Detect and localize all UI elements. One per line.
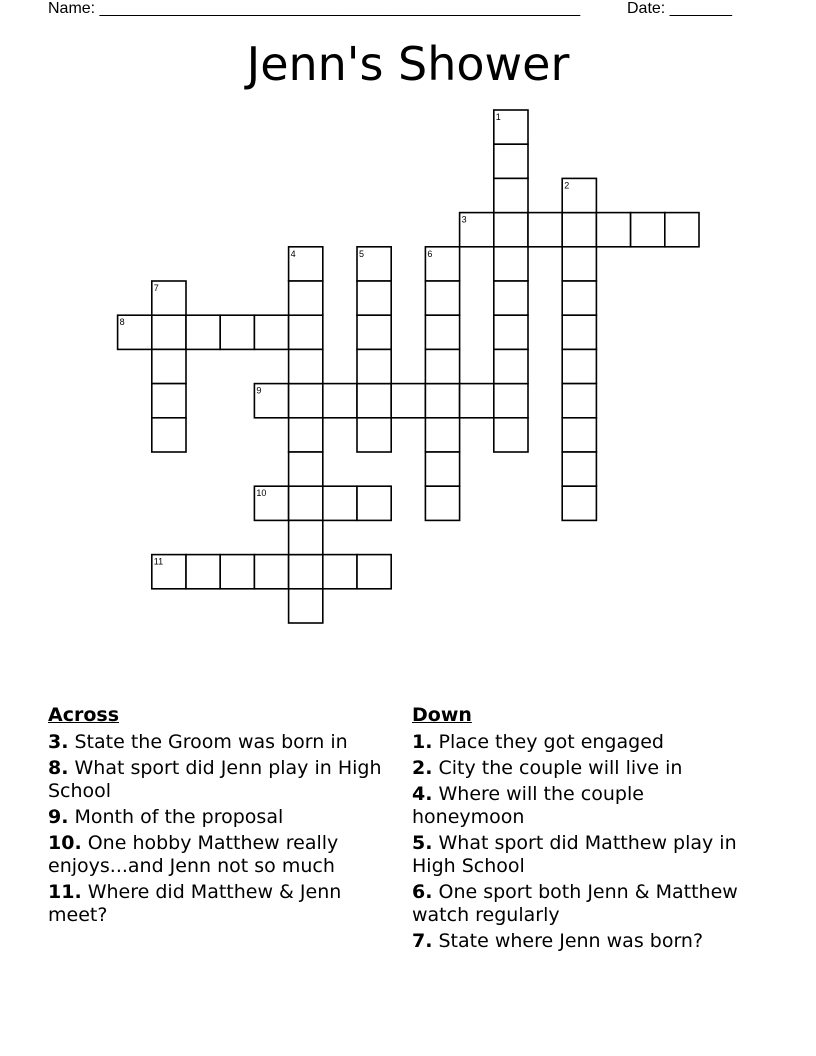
grid-cell[interactable] xyxy=(494,418,528,452)
grid-cell[interactable] xyxy=(254,315,288,349)
cell-number: 2 xyxy=(564,180,570,191)
grid-cell[interactable] xyxy=(254,555,288,589)
grid-cell[interactable] xyxy=(425,486,459,520)
grid-cell[interactable] xyxy=(460,384,494,418)
grid-cell[interactable] xyxy=(494,247,528,281)
clue-text: One sport both Jenn & Matthew watch regularly xyxy=(412,881,738,926)
cell-number: 6 xyxy=(427,248,433,259)
across-clue xyxy=(48,757,388,803)
grid-cell[interactable] xyxy=(631,213,665,247)
grid-cell[interactable] xyxy=(357,486,391,520)
grid-cell[interactable] xyxy=(357,281,391,315)
clue-number: 3. xyxy=(48,731,69,753)
across-clues xyxy=(48,703,388,930)
down-clue xyxy=(412,757,752,780)
grid-cell[interactable] xyxy=(562,486,596,520)
grid-cell[interactable] xyxy=(562,349,596,383)
clue-number: 5. xyxy=(412,832,433,854)
down-heading: Down xyxy=(412,704,472,726)
grid-cell[interactable] xyxy=(152,315,186,349)
grid-cell[interactable] xyxy=(289,418,323,452)
grid-cell[interactable] xyxy=(596,213,630,247)
grid-cell[interactable] xyxy=(289,315,323,349)
grid-cell[interactable] xyxy=(425,384,459,418)
clue-text: Place they got engaged xyxy=(438,731,664,753)
name-field: Name: ______________________________________________________ xyxy=(48,0,581,17)
cell-number: 4 xyxy=(290,248,296,259)
across-clue xyxy=(48,731,388,754)
cell-number: 7 xyxy=(153,283,159,293)
clue-number: 4. xyxy=(412,783,433,805)
grid-cell[interactable] xyxy=(494,178,528,212)
grid-cell[interactable] xyxy=(289,281,323,315)
grid-cell[interactable] xyxy=(152,349,186,383)
clue-number: 1. xyxy=(412,731,433,753)
grid-cell[interactable] xyxy=(494,144,528,178)
clue-text: What sport did Matthew play in High School xyxy=(412,832,737,877)
date-field: Date: _______ xyxy=(627,0,732,17)
grid-cell[interactable] xyxy=(494,315,528,349)
down-clue xyxy=(412,881,752,927)
grid-cell[interactable] xyxy=(323,486,357,520)
grid-cell[interactable] xyxy=(289,520,323,554)
grid-cell[interactable] xyxy=(289,349,323,383)
clue-number: 9. xyxy=(48,806,69,828)
clue-number: 11. xyxy=(48,881,82,903)
grid-cell[interactable] xyxy=(220,555,254,589)
grid-cell[interactable] xyxy=(357,418,391,452)
grid-cell[interactable] xyxy=(425,281,459,315)
grid-cell[interactable] xyxy=(357,315,391,349)
grid-cell[interactable] xyxy=(186,315,220,349)
clue-text: One hobby Matthew really enjoys...and Jenn not so much xyxy=(48,832,339,877)
across-clue xyxy=(48,806,388,829)
cell-number: 10 xyxy=(256,488,267,499)
cell-number: 3 xyxy=(461,214,467,225)
grid-cell[interactable] xyxy=(494,281,528,315)
clue-number: 6. xyxy=(412,881,433,903)
grid-cell[interactable] xyxy=(186,555,220,589)
grid-cell[interactable] xyxy=(425,418,459,452)
clue-number: 10. xyxy=(48,832,82,854)
grid-cell[interactable] xyxy=(562,315,596,349)
down-clue xyxy=(412,930,752,953)
grid-cell[interactable] xyxy=(357,384,391,418)
across-clue xyxy=(48,832,388,878)
grid-cell[interactable] xyxy=(289,486,323,520)
cell-number: 1 xyxy=(495,112,501,122)
down-clue xyxy=(412,731,752,754)
grid-cell[interactable] xyxy=(425,452,459,486)
grid-cell[interactable] xyxy=(562,213,596,247)
grid-cell[interactable] xyxy=(494,213,528,247)
grid-cell[interactable] xyxy=(289,384,323,418)
grid-cell[interactable] xyxy=(323,384,357,418)
grid-cell[interactable] xyxy=(562,452,596,486)
grid-cell[interactable] xyxy=(323,555,357,589)
grid-cell[interactable] xyxy=(289,555,323,589)
clue-text: City the couple will live in xyxy=(438,757,683,779)
grid-cell[interactable] xyxy=(289,589,323,623)
down-clue xyxy=(412,783,752,829)
grid-cell[interactable] xyxy=(152,384,186,418)
clue-text: Where did Matthew & Jenn meet? xyxy=(48,881,342,926)
grid-cell[interactable] xyxy=(425,349,459,383)
clue-number: 7. xyxy=(412,930,433,952)
page-title: Jenn's Shower xyxy=(246,37,570,91)
cell-number: 11 xyxy=(153,556,164,567)
grid-cell[interactable] xyxy=(220,315,254,349)
clue-number: 8. xyxy=(48,757,69,779)
clue-text: State where Jenn was born? xyxy=(438,930,704,952)
grid-cell[interactable] xyxy=(562,418,596,452)
grid-cell[interactable] xyxy=(665,213,699,247)
cell-number: 8 xyxy=(119,317,125,328)
down-clues xyxy=(412,703,752,956)
clue-text: Month of the proposal xyxy=(74,806,284,828)
grid-cell[interactable] xyxy=(357,555,391,589)
clue-text: State the Groom was born in xyxy=(74,731,348,753)
grid-cell[interactable] xyxy=(562,384,596,418)
grid-cell[interactable] xyxy=(152,418,186,452)
down-clue xyxy=(412,832,752,878)
grid-cell[interactable] xyxy=(391,384,425,418)
grid-cell[interactable] xyxy=(357,349,391,383)
grid-cell[interactable] xyxy=(562,281,596,315)
cell-number: 9 xyxy=(256,385,262,396)
cell-number: 5 xyxy=(359,248,365,259)
across-heading: Across xyxy=(48,704,120,726)
grid-cell[interactable] xyxy=(494,349,528,383)
grid-cell[interactable] xyxy=(562,247,596,281)
grid-cell[interactable] xyxy=(425,315,459,349)
across-clue xyxy=(48,881,388,927)
grid-cell[interactable] xyxy=(289,452,323,486)
grid-cell[interactable] xyxy=(494,384,528,418)
clue-text: Where will the couple honeymoon xyxy=(412,783,644,828)
grid-cell[interactable] xyxy=(528,213,562,247)
clue-number: 2. xyxy=(412,757,433,779)
clue-text: What sport did Jenn play in High School xyxy=(48,757,382,802)
